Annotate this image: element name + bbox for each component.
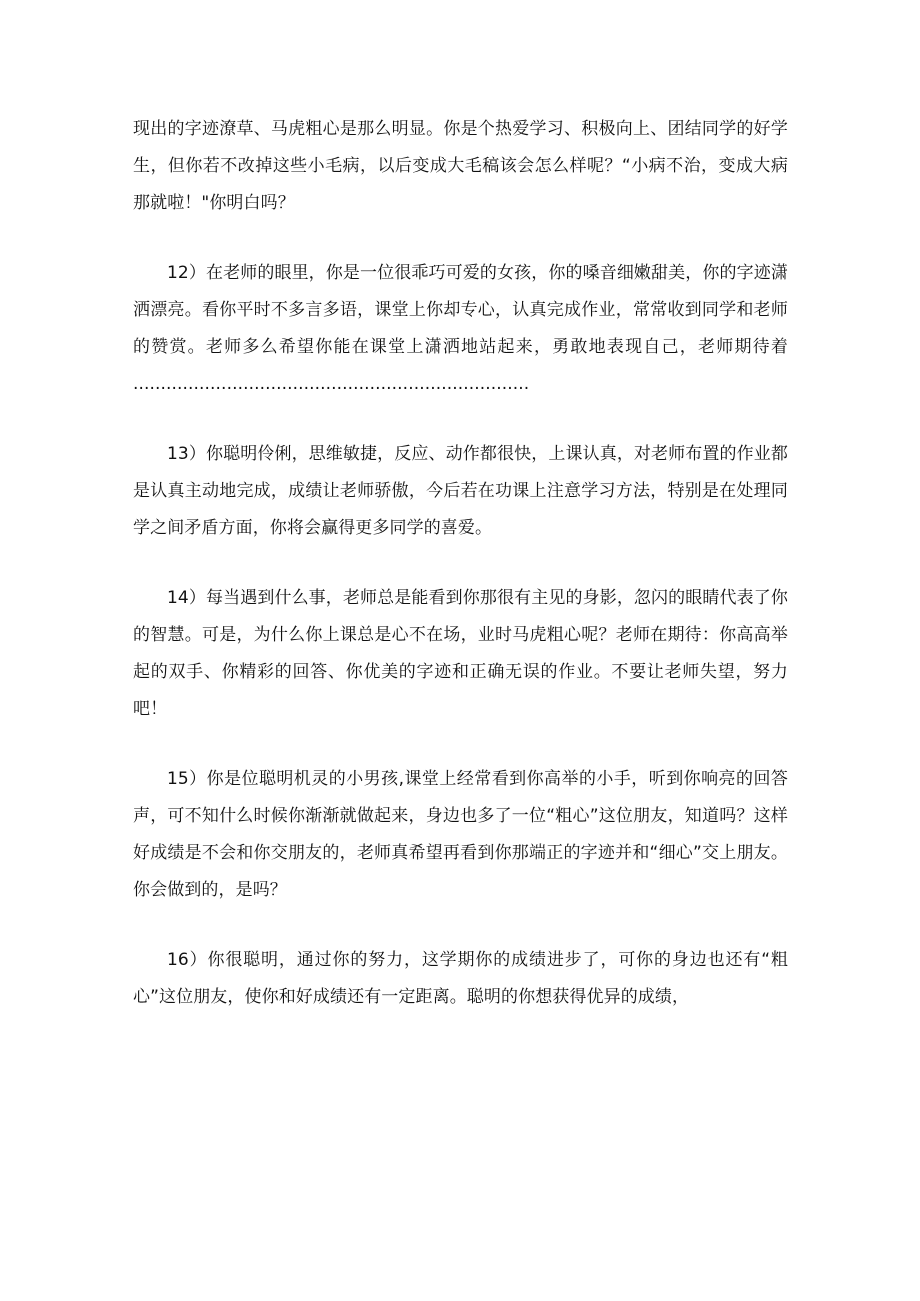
paragraph-13: 13）你聪明伶俐，思维敏捷，反应、动作都很快，上课认真，对老师布置的作业都是认真主动地完成，成绩让老师骄傲，今后若在功课上注意学习方法，特别是在处理同学之间矛盾方面，你将会赢得更多同学的喜爱。 bbox=[133, 444, 788, 538]
paragraph-16: 16）你很聪明，通过你的努力，这学期你的成绩进步了，可你的身边也还有“粗心”这位朋友，使你和好成绩还有一定距离。聪明的你想获得优异的成绩， bbox=[133, 950, 788, 1007]
paragraph-12: 12）在老师的眼里，你是一位很乖巧可爱的女孩，你的嗓音细嫩甜美，你的字迹潇洒漂亮。看你平时不多言多语，课堂上你却专心，认真完成作业，常常收到同学和老师的赞赏。老师多么希望你能在课堂上潇洒地站起来，勇敢地表现自己，老师期待着 ........................................................................ bbox=[133, 263, 788, 394]
document-body bbox=[133, 111, 788, 1049]
paragraph-continuation: 现出的字迹潦草、马虎粗心是那么明显。你是个热爱学习、积极向上、团结同学的好学生，但你若不改掉这些小毛病，以后变成大毛稿该会怎么样呢？“小病不治，变成大病那就啦！"你明白吗？ bbox=[133, 119, 788, 213]
paragraph-14: 14）每当遇到什么事，老师总是能看到你那很有主见的身影，忽闪的眼睛代表了你的智慧。可是，为什么你上课总是心不在场，业时马虎粗心呢？老师在期待：你高高举起的双手、你精彩的回答、你优美的字迹和正确无误的作业。不要让老师失望，努力吧！ bbox=[133, 588, 788, 719]
paragraph-15: 15）你是位聪明机灵的小男孩,课堂上经常看到你高举的小手，听到你响亮的回答声，可不知什么时候你渐渐就做起来，身边也多了一位“粗心”这位朋友，知道吗？这样好成绩是不会和你交朋友的，老师真希望再看到你那端正的字迹并和“细心”交上朋友。你会做到的，是吗？ bbox=[133, 769, 788, 900]
